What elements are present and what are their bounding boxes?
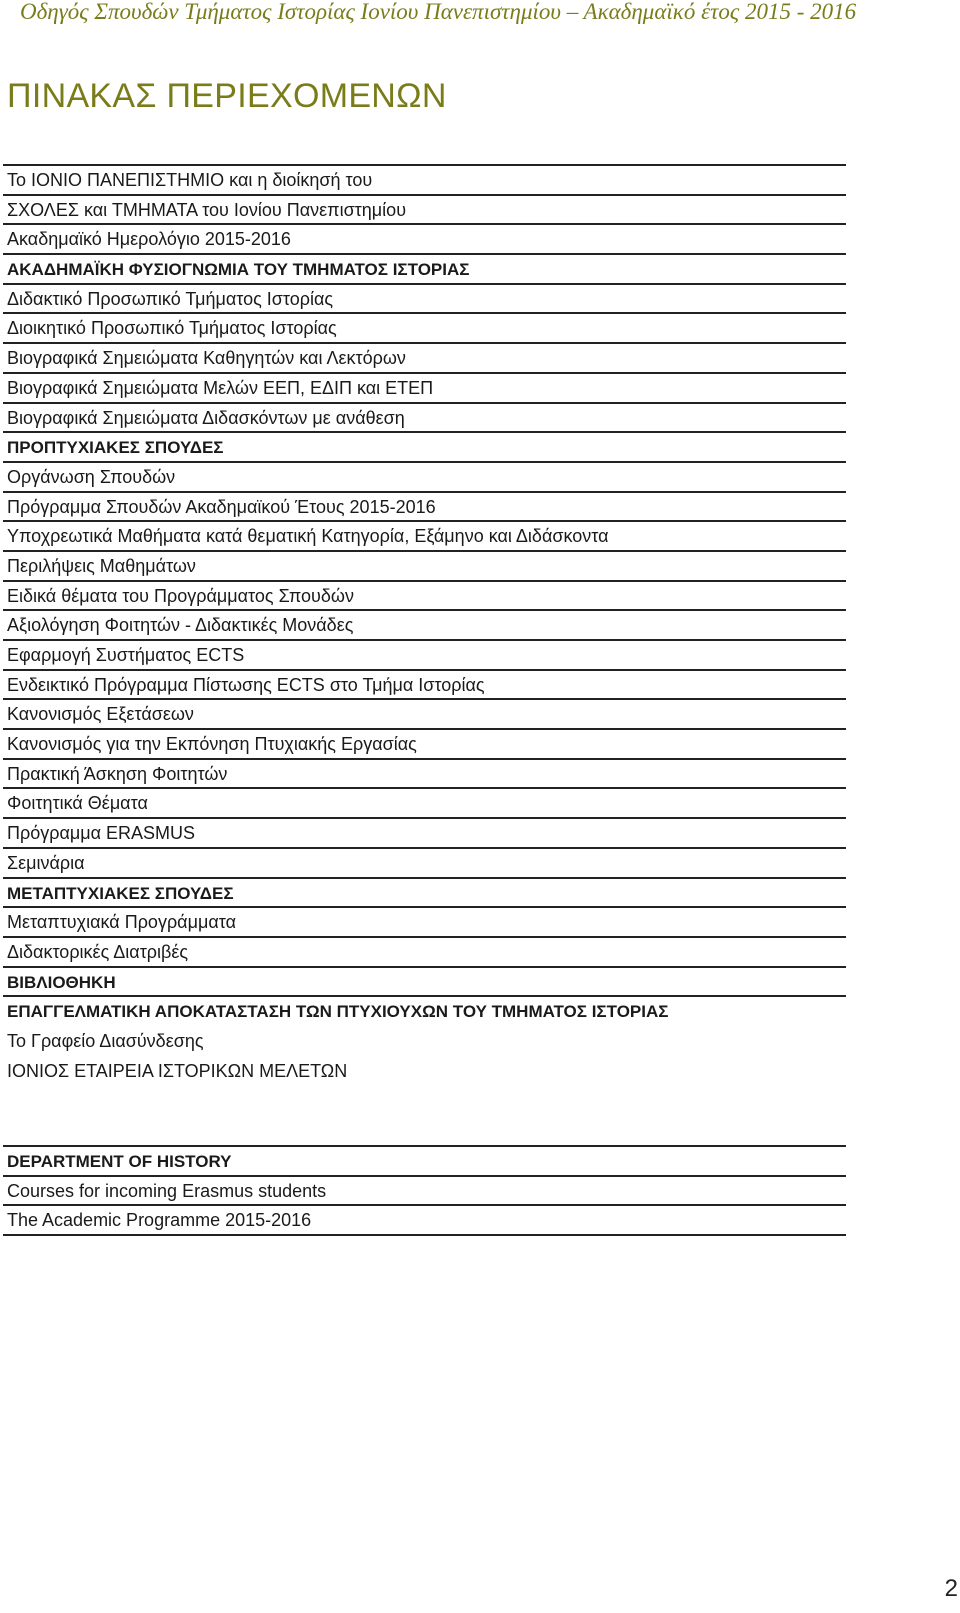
toc-entry[interactable]: ΒΙΒΛΙΟΘΗΚΗ (3, 968, 846, 998)
toc-entry[interactable]: Φοιτητικά Θέματα (3, 789, 846, 819)
toc-entry[interactable]: Ακαδημαϊκό Ημερολόγιο 2015-2016 (3, 225, 846, 255)
toc-entry[interactable]: Διοικητικό Προσωπικό Τμήματος Ιστορίας (3, 314, 846, 344)
toc-entry[interactable]: Εφαρμογή Συστήματος ECTS (3, 641, 846, 671)
toc-entry[interactable]: Το ΙΟΝΙΟ ΠΑΝΕΠΙΣΤΗΜΙΟ και η διοίκησή του (3, 166, 846, 196)
toc-entry[interactable]: Περιλήψεις Μαθημάτων (3, 552, 846, 582)
toc-entry[interactable]: Το Γραφείο Διασύνδεσης (7, 1030, 204, 1051)
toc-entry[interactable]: Διδακτορικές Διατριβές (3, 938, 846, 968)
toc-entry[interactable]: Πρακτική Άσκηση Φοιτητών (3, 760, 846, 790)
toc-entry[interactable]: Σεμινάρια (3, 849, 846, 879)
toc-entry[interactable]: Υποχρεωτικά Μαθήματα κατά θεματική Κατηγορία, Εξάμηνο και Διδάσκοντα (3, 522, 846, 552)
toc-entry[interactable]: Κανονισμός Εξετάσεων (3, 700, 846, 730)
toc-title: ΠΙΝΑΚΑΣ ΠΕΡΙΕΧΟΜΕΝΩΝ (7, 77, 447, 115)
toc-entry[interactable]: Διδακτικό Προσωπικό Τμήματος Ιστορίας (3, 285, 846, 315)
running-header: Οδηγός Σπουδών Τμήματος Ιστορίας Ιονίου Πανεπιστημίου – Ακαδημαϊκό έτος 2015 - 2016 (20, 0, 857, 24)
toc-entry[interactable]: Ειδικά θέματα του Προγράμματος Σπουδών (3, 582, 846, 612)
toc-entry[interactable]: Πρόγραμμα ERASMUS (3, 819, 846, 849)
toc-entry[interactable]: Βιογραφικά Σημειώματα Μελών ΕΕΠ, ΕΔΙΠ και ΕΤΕΠ (3, 374, 846, 404)
table-of-contents-english (3, 1145, 846, 1236)
toc-entry[interactable]: Ενδεικτικό Πρόγραμμα Πίστωσης ECTS στο Τμήμα Ιστορίας (3, 671, 846, 701)
toc-entry[interactable]: ΙΟΝΙΟΣ ΕΤΑΙΡΕΙΑ ΙΣΤΟΡΙΚΩΝ ΜΕΛΕΤΩΝ (7, 1060, 348, 1081)
toc-entry[interactable]: ΠΡΟΠΤΥΧΙΑΚΕΣ ΣΠΟΥΔΕΣ (3, 433, 846, 463)
toc-entry[interactable]: ΑΚΑΔΗΜΑΪΚΗ ΦΥΣΙΟΓΝΩΜΙΑ ΤΟΥ ΤΜΗΜΑΤΟΣ ΙΣΤΟΡΙΑΣ (3, 255, 846, 285)
toc-entry[interactable]: Οργάνωση Σπουδών (3, 463, 846, 493)
toc-entry[interactable]: ΜΕΤΑΠΤΥΧΙΑΚΕΣ ΣΠΟΥΔΕΣ (3, 879, 846, 909)
toc-entry[interactable]: Αξιολόγηση Φοιτητών - Διδακτικές Μονάδες (3, 611, 846, 641)
toc-entry[interactable]: Πρόγραμμα Σπουδών Ακαδημαϊκού Έτους 2015-2016 (3, 493, 846, 523)
toc-entry[interactable]: ΣΧΟΛΕΣ και ΤΜΗΜΑΤΑ του Ιονίου Πανεπιστημίου (3, 196, 846, 226)
toc-entry[interactable]: The Academic Programme 2015-2016 (3, 1206, 846, 1236)
toc-entry[interactable]: Κανονισμός για την Εκπόνηση Πτυχιακής Εργασίας (3, 730, 846, 760)
table-of-contents (3, 164, 846, 1086)
toc-entry[interactable]: Βιογραφικά Σημειώματα Καθηγητών και Λεκτόρων (3, 344, 846, 374)
toc-entry[interactable]: Courses for incoming Erasmus students (3, 1177, 846, 1207)
page-number: 2 (944, 1575, 958, 1602)
toc-entry[interactable]: Βιογραφικά Σημειώματα Διδασκόντων με ανάθεση (3, 404, 846, 434)
toc-entry[interactable]: DEPARTMENT OF HISTORY (3, 1147, 846, 1177)
toc-entry[interactable]: Μεταπτυχιακά Προγράμματα (3, 908, 846, 938)
toc-entry[interactable]: ΕΠΑΓΓΕΛΜΑΤΙΚΗ ΑΠΟΚΑΤΑΣΤΑΣΗ ΤΩΝ ΠΤΥΧΙΟΥΧΩΝ ΤΟΥ ΤΜΗΜΑΤΟΣ ΙΣΤΟΡΙΑΣ (7, 1002, 669, 1022)
